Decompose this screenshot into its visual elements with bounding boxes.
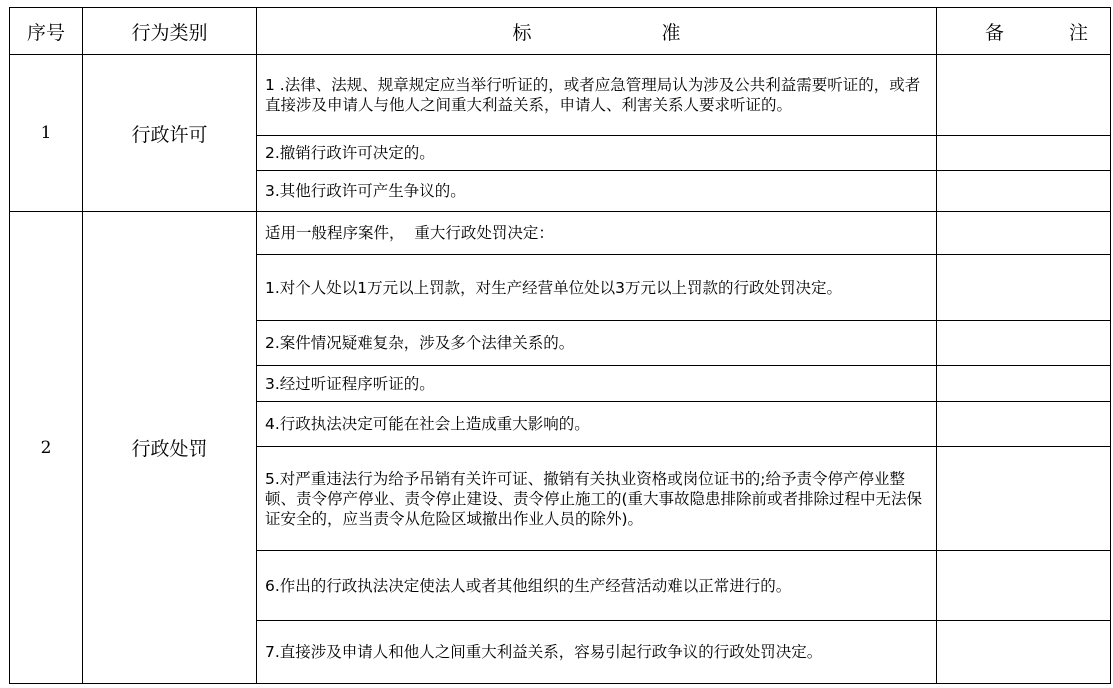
group-2-category: 行政处罚 <box>83 212 257 684</box>
standards-table <box>9 7 1111 684</box>
note-cell <box>937 136 1111 171</box>
note-cell <box>937 551 1111 621</box>
note-cell <box>937 55 1111 136</box>
group-1-category: 行政许可 <box>83 55 257 212</box>
note-cell <box>937 171 1111 212</box>
header-standard <box>257 8 937 55</box>
standard-text: 6.作出的行政执法决定使法人或者其他组织的生产经营活动难以正常进行的。 <box>257 551 937 621</box>
header-note-char-2: 注 <box>1068 21 1088 44</box>
note-cell <box>937 402 1111 447</box>
standard-text: 5.对严重违法行为给予吊销有关许可证、撤销有关执业资格或岗位证书的;给予责令停产停业整顿、责令停产停业、责令停止建设、责令停止施工的(重大事故隐患排除前或者排除过程中无法保证安全的，应当责令从危险区域撤出作业人员的除外)。 <box>257 447 937 551</box>
header-standard-char-1: 标 <box>512 21 532 44</box>
note-cell <box>937 447 1111 551</box>
group-2-number: 2 <box>10 212 83 684</box>
standard-text: 3.经过听证程序听证的。 <box>257 366 937 402</box>
header-no: 序号 <box>10 8 83 55</box>
header-note-char-1: 备 <box>985 21 1005 44</box>
note-cell <box>937 212 1111 255</box>
note-cell <box>937 321 1111 366</box>
standard-text: 4.行政执法决定可能在社会上造成重大影响的。 <box>257 402 937 447</box>
header-standard-char-2: 准 <box>661 21 681 44</box>
standard-text: 3.其他行政许可产生争议的。 <box>257 171 937 212</box>
table-row <box>10 212 1111 255</box>
standard-text: 7.直接涉及申请人和他人之间重大利益关系，容易引起行政争议的行政处罚决定。 <box>257 621 937 684</box>
standard-text: 2.撤销行政许可决定的。 <box>257 136 937 171</box>
standard-text: 适用一般程序案件， 重大行政处罚决定： <box>257 212 937 255</box>
header-row <box>10 8 1111 55</box>
note-cell <box>937 621 1111 684</box>
standard-text: 1 .法律、法规、规章规定应当举行听证的，或者应急管理局认为涉及公共利益需要听证的，或者直接涉及申请人与他人之间重大利益关系，申请人、利害关系人要求听证的。 <box>257 55 937 136</box>
standard-text: 2.案件情况疑难复杂，涉及多个法律关系的。 <box>257 321 937 366</box>
group-1-number: 1 <box>10 55 83 212</box>
table-row <box>10 55 1111 136</box>
note-cell <box>937 366 1111 402</box>
header-category: 行为类别 <box>83 8 257 55</box>
note-cell <box>937 255 1111 321</box>
header-note <box>937 8 1111 55</box>
standard-text: 1.对个人处以1万元以上罚款，对生产经营单位处以3万元以上罚款的行政处罚决定。 <box>257 255 937 321</box>
